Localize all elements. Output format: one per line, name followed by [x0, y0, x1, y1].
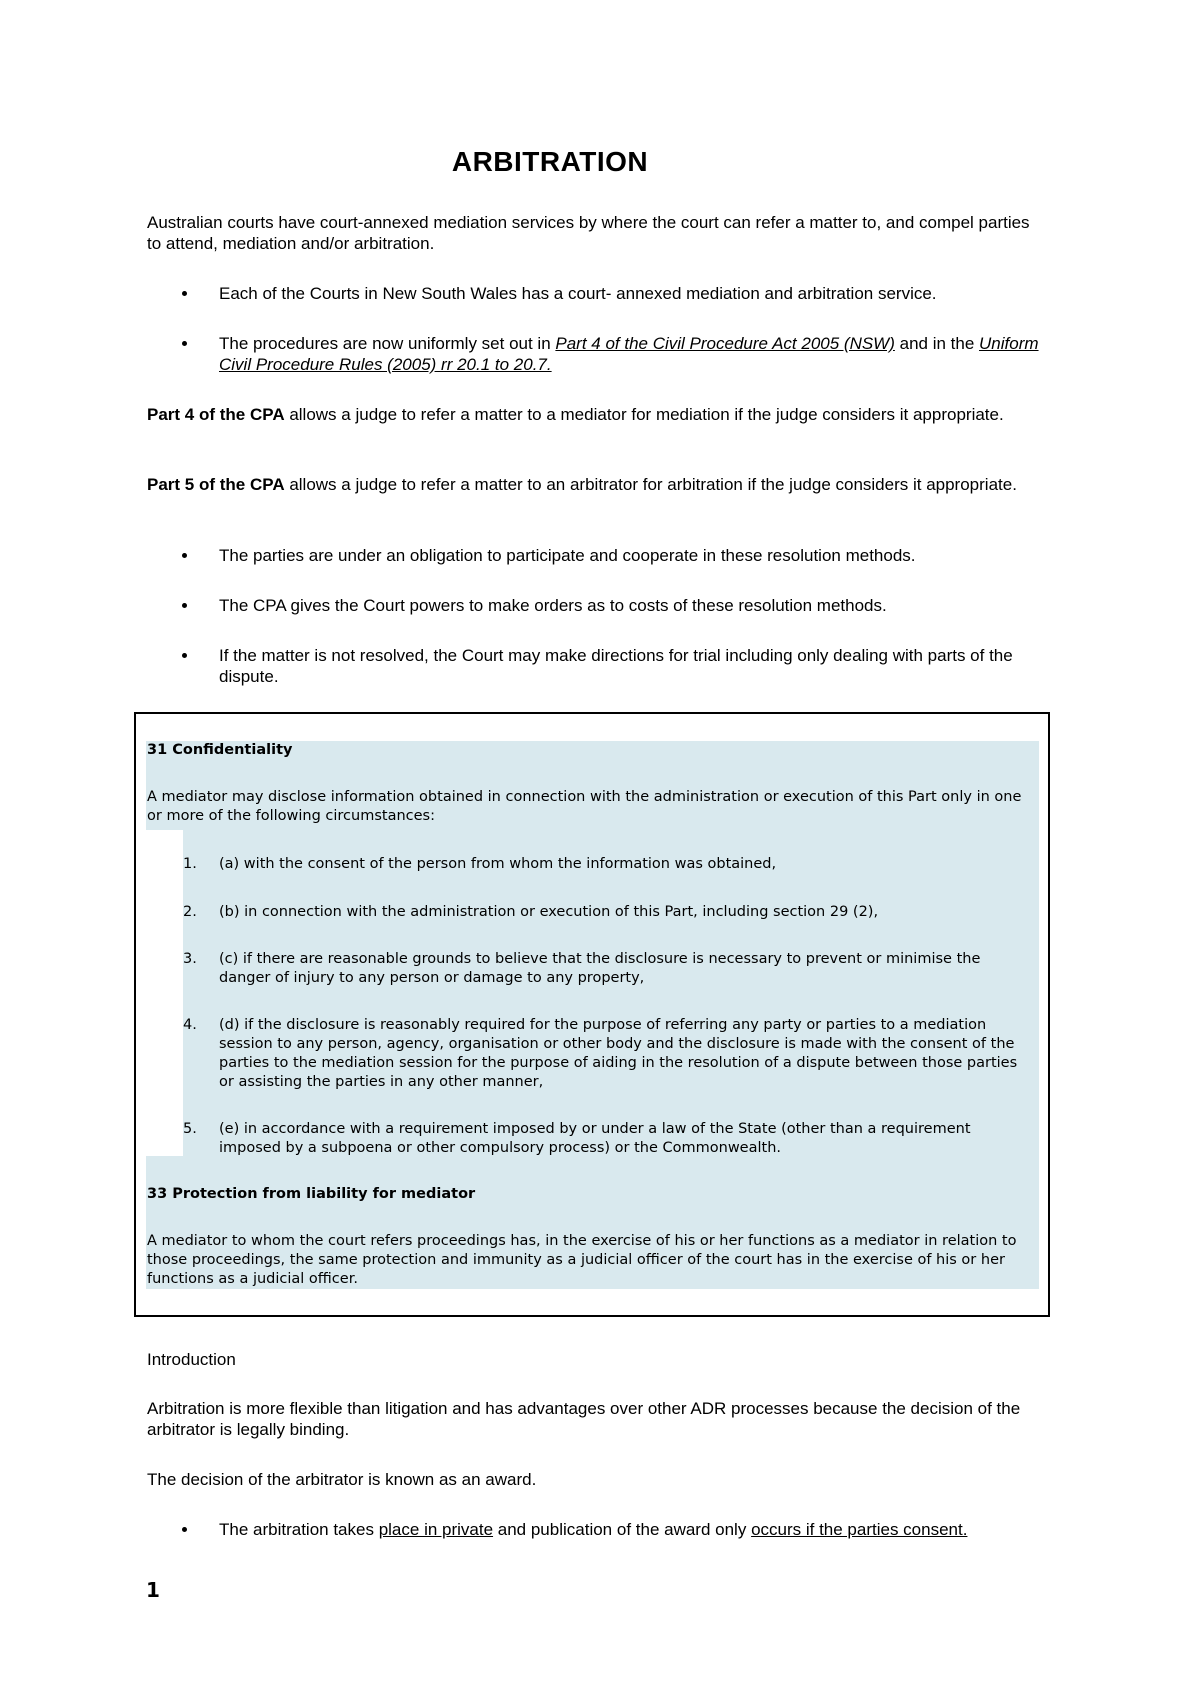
list-number: 1.: [183, 856, 197, 872]
page-number: 1: [146, 1578, 160, 1602]
bullet-dot-icon: [182, 341, 187, 346]
arbitration-paragraph: Arbitration is more flexible than litigation and has advantages over other ADR processes because the decision of the arbitrator is legally binding.: [147, 1399, 1021, 1439]
section-paragraph: A mediator to whom the court refers proceedings has, in the exercise of his or her functions as a mediator in relation to those proceedings, the same protection and immunity as a judicial officer of the court has in the exercise of his or her functions as a judicial officer.: [147, 1233, 1017, 1287]
bullet-item-procedures: The procedures are now uniformly set out in Part 4 of the Civil Procedure Act 2005 (NSW) and in the Uniform Civil Procedure Rules (2005) rr 20.1 to 20.7.: [182, 333, 1062, 375]
list-number: 5.: [183, 1121, 197, 1137]
list-item: (d) if the disclosure is reasonably required for the purpose of referring any party or parties to a mediation session to any person, agency, organisation or other body and the disclosure is made with the consent of the parties to the mediation session for the purpose of aiding in the resolution of a dispute between those parties or assisting the parties in any other manner,: [219, 1017, 1018, 1090]
bullet-item: If the matter is not resolved, the Court may make directions for trial including only dealing with parts of the dispute.: [182, 645, 1062, 687]
list-item: (a) with the consent of the person from whom the information was obtained,: [219, 856, 777, 872]
bullet-dot-icon: [182, 653, 187, 658]
shading-gap: [146, 830, 183, 1156]
list-item: (b) in connection with the administration or execution of this Part, including section 29 (2),: [219, 904, 879, 920]
list-number: 2.: [183, 904, 197, 920]
bullet-dot-icon: [182, 1527, 187, 1532]
list-number: 4.: [183, 1017, 197, 1033]
page-title: ARBITRATION: [451, 146, 649, 177]
parties-consent-link[interactable]: occurs if the parties consent.: [751, 1520, 968, 1539]
place-in-private-link[interactable]: place in private: [378, 1520, 494, 1539]
intro-paragraph: Australian courts have court-annexed mediation services by where the court can refer a matter to, and compel parties to attend, mediation and/or arbitration.: [147, 213, 1030, 253]
bullet-dot-icon: [182, 553, 187, 558]
cpa-part4-link[interactable]: Part 4 of the Civil Procedure Act 2005 (NSW): [555, 334, 895, 353]
bullet-item: Each of the Courts in New South Wales has a court- annexed mediation and arbitration service.: [182, 283, 1062, 304]
list-item: (c) if there are reasonable grounds to believe that the disclosure is necessary to prevent or minimise the danger of injury to any person or damage to any property,: [219, 951, 981, 986]
introduction-heading: Introduction: [147, 1350, 236, 1369]
bullet-dot-icon: [182, 291, 187, 296]
part4-paragraph: Part 4 of the CPA allows a judge to refer a matter to a mediator for mediation if the judge considers it appropriate.: [147, 405, 1004, 424]
section-heading: 33 Protection from liability for mediator: [147, 1186, 476, 1202]
section-paragraph: A mediator may disclose information obtained in connection with the administration or execution of this Part only in one or more of the following circumstances:: [147, 789, 1022, 824]
bullet-item: The parties are under an obligation to participate and cooperate in these resolution methods.: [182, 545, 1062, 566]
ucpr-link[interactable]: Uniform Civil Procedure Rules (2005) rr 20.1 to 20.7.: [219, 334, 1039, 374]
bullet-item: The CPA gives the Court powers to make orders as to costs of these resolution methods.: [182, 595, 1062, 616]
part5-paragraph: Part 5 of the CPA allows a judge to refer a matter to an arbitrator for arbitration if the judge considers it appropriate.: [147, 475, 1017, 494]
bullet-item-arbitration: The arbitration takes place in private and publication of the award only occurs if the parties consent.: [182, 1519, 1062, 1540]
bullet-dot-icon: [182, 603, 187, 608]
award-paragraph: The decision of the arbitrator is known as an award.: [147, 1470, 537, 1489]
list-number: 3.: [183, 951, 197, 967]
section-heading: 31 Confidentiality: [147, 742, 293, 758]
list-item: (e) in accordance with a requirement imposed by or under a law of the State (other than a requirement imposed by a subpoena or other compulsory process) or the Commonwealth.: [219, 1121, 971, 1156]
